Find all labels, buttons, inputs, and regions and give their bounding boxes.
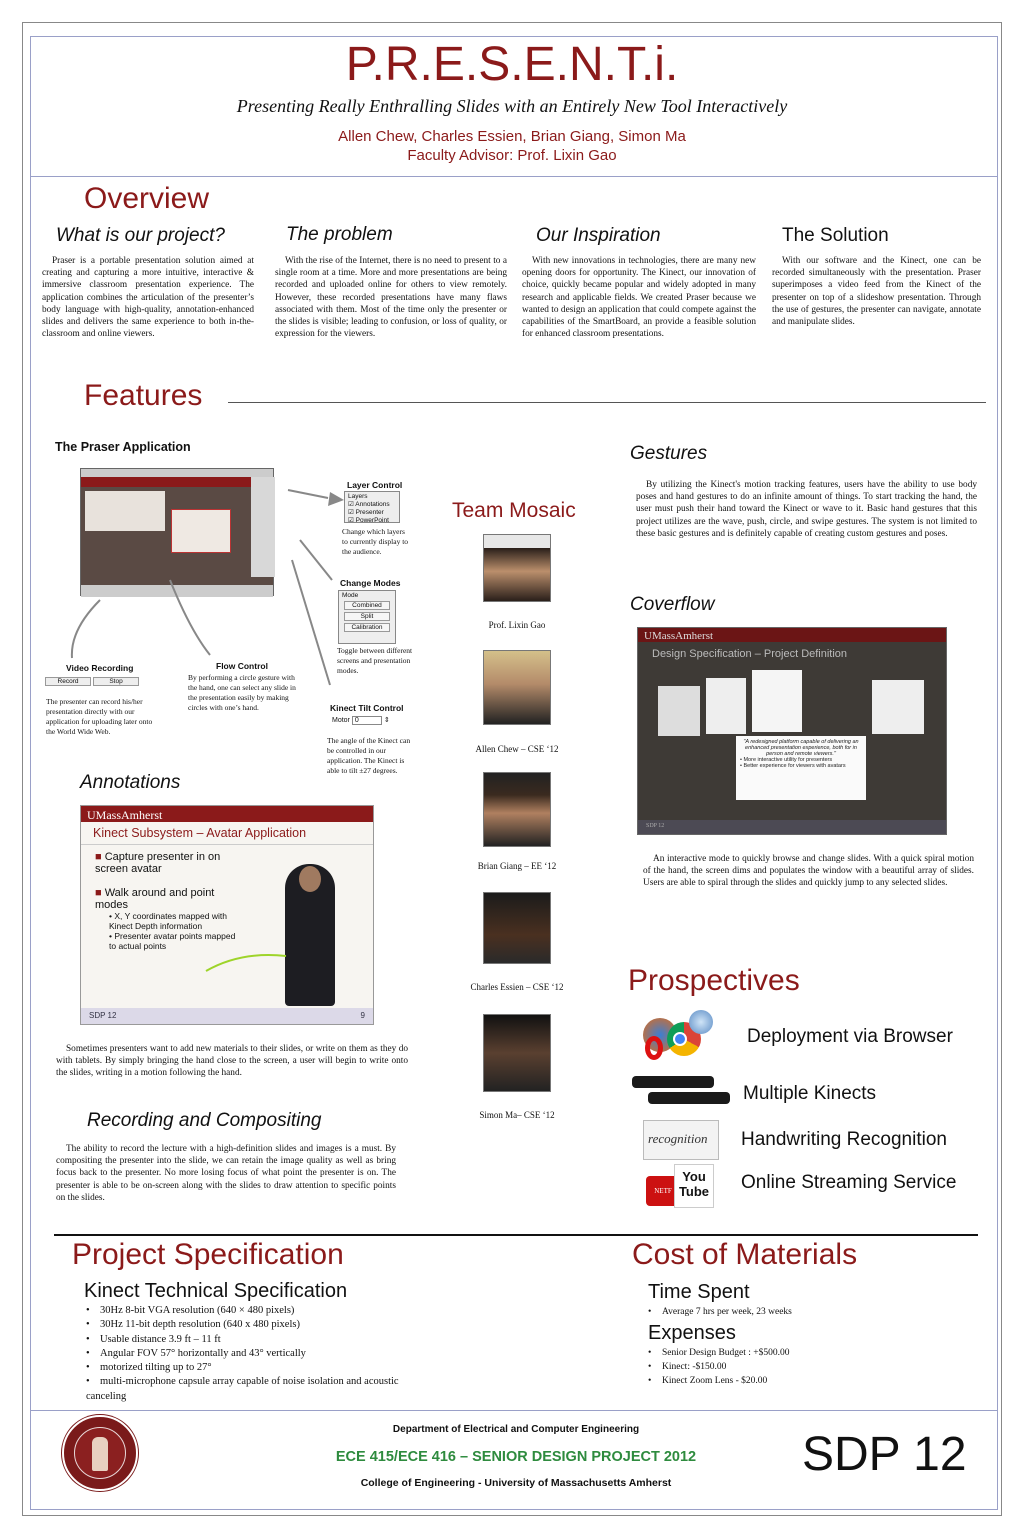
expense-item: • Kinect Zoom Lens - $20.00 (648, 1374, 948, 1388)
team-member-caption: Brian Giang – EE ‘12 (477, 861, 557, 871)
arrow-layer-control (288, 490, 328, 498)
overview-col2-text: With the rise of the Internet, there is no need to present to a single room at a time. More and more presentations are being recorded and uploaded online for others to view remotely. However, these recorded presentations have many flaws associated with them. Most of the time only the presenter or the slides is visible; leading to confusion, or loss of quality, or expression for the viewers. (275, 256, 507, 340)
coverflow-thumb (658, 686, 700, 736)
presenter-head (299, 866, 321, 892)
footer-dept: Department of Electrical and Computer Engineering (392, 1424, 640, 1435)
spec-subheading: Kinect Technical Specification (84, 1280, 348, 1302)
change-modes-title: Change Modes (340, 578, 401, 588)
features-heading: Features (84, 379, 203, 412)
arrow-video-recording (72, 600, 100, 658)
motor-control (332, 716, 390, 725)
coverflow-slide-footer: SDP 12 (638, 820, 946, 834)
opera-icon (645, 1036, 663, 1060)
coverflow-thumb (706, 678, 746, 734)
coverflow-slide-quote: "A redesigned platform capable of delivering an enhanced presentation experience, both for in person and remote viewers." (743, 739, 859, 757)
team-member-caption: Charles Essien – CSE ‘12 (470, 982, 564, 992)
overview-col4-text: With our software and the Kinect, one can be recorded simultaneously with the presentation. Praser superimposes a video feed from the Kinect of the presenter on top of a slideshow presentation. Through the use of gestures, the presenter can navigate, annotate and manipulate slides. (772, 256, 981, 328)
kinect-device-icon (648, 1092, 730, 1104)
umass-seal-logo (62, 1415, 138, 1491)
expenses-list (648, 1346, 948, 1388)
slide-bullet-text: Walk around and point modes (95, 887, 215, 911)
layer-option-label: Annotations (355, 501, 390, 508)
kinect-tilt-desc: The angle of the Kinect can be controlled in our application. The Kinect is able to tilt ±27 degrees. (327, 736, 411, 775)
poster-subtitle: Presenting Really Enthralling Slides with an Entirely New Tool Interactively (236, 96, 788, 116)
layer-control-desc: Change which layers to currently display to the audience. (342, 527, 409, 556)
team-member-caption: Prof. Lixin Gao (488, 620, 546, 630)
browser-logos-icon (641, 1008, 715, 1062)
handwriting-icon: recognition (643, 1120, 719, 1160)
slide-footer-label: SDP 12 (89, 1011, 117, 1020)
overview-col1-title: What is our project? (56, 225, 225, 246)
recording-title: Recording and Compositing (87, 1110, 322, 1131)
safari-icon (689, 1010, 713, 1034)
layer-option-annotations[interactable]: ☑ Annotations (348, 501, 390, 508)
spec-item: • 30Hz 11-bit depth resolution (640 x 480 pixels) (86, 1318, 416, 1332)
slide-subbullet-text: X, Y coordinates mapped with Kinect Depth information (109, 911, 227, 931)
motor-stepper-icon[interactable]: ⇕ (383, 717, 390, 724)
stop-button[interactable]: Stop (93, 677, 139, 686)
spec-item: • Angular FOV 57° horizontally and 43° vertically (86, 1347, 416, 1361)
annotations-slide (80, 805, 374, 1025)
advisor-line: Faculty Advisor: Prof. Lixin Gao (407, 147, 617, 164)
netflix-icon: NETF (646, 1176, 680, 1206)
poster-authors (0, 127, 1024, 165)
coverflow-slide-bullet: • Better experience for viewers with avatars (740, 763, 846, 769)
expense-item: • Kinect: -$150.00 (648, 1360, 948, 1374)
spec-item: • Usable distance 3.9 ft – 11 ft (86, 1333, 416, 1347)
slide-footer (81, 1008, 373, 1024)
kinect-device-icon (632, 1076, 714, 1088)
streaming-logos-icon (646, 1164, 716, 1214)
arrow-flow-control (170, 580, 210, 655)
footer-course: ECE 415/ECE 416 – SENIOR DESIGN PROJECT 2012 (335, 1449, 697, 1465)
mode-label: Mode (342, 592, 359, 599)
prospective-streaming: Online Streaming Service (741, 1172, 957, 1193)
change-modes-desc: Toggle between different screens and presentation modes. (337, 646, 413, 675)
spec-heading: Project Specification (72, 1238, 344, 1271)
expenses-title: Expenses (648, 1322, 736, 1344)
spec-list (86, 1304, 416, 1404)
overview-col3-text: With new innovations in technologies, there are many new opening doors for opportunity. The Kinect, our innovation of choice, quickly became popular and widely adopted in many research and applicable fields. We created Praser because we wanted to design an application that could compete against the capabilities of the SmartBoard, an provide a feasible solution for enhanced classroom presentations. (522, 256, 756, 340)
flow-control-desc: By performing a circle gesture with the hand, one can select any slide in the presentation easily by making circles with one’s hand. (188, 673, 296, 712)
poster-title: P.R.E.S.E.N.T.i. (345, 38, 679, 91)
slide-bullet-text: Capture presenter in on screen avatar (95, 851, 221, 875)
mode-split-button[interactable]: Split (344, 612, 390, 621)
time-spent-list (648, 1305, 948, 1319)
coverflow-slide-title: Design Specification – Project Definition (652, 648, 848, 660)
time-spent-item: • Average 7 hrs per week, 23 weeks (648, 1305, 948, 1319)
slide-body (81, 845, 251, 951)
layer-option-presenter[interactable]: ☑ Presenter (348, 509, 384, 516)
coverflow-slide-bullet-text: Better experience for viewers with avatars (743, 763, 846, 769)
photo-brian-giang (483, 772, 551, 847)
features-rule (228, 402, 986, 403)
slide-subbullet: • X, Y coordinates mapped with Kinect Depth information (109, 911, 227, 931)
overview-col4-title: The Solution (782, 225, 889, 246)
feature-arrows (60, 470, 360, 710)
annotation-ink (201, 946, 291, 976)
layer-option-powerpoint[interactable]: ☑ PowerPoint (348, 517, 389, 524)
chrome-center-icon (673, 1032, 687, 1046)
spec-item: • multi-microphone capsule array capable of noise isolation and acoustic canceling (86, 1375, 416, 1404)
header-divider (30, 176, 998, 177)
slide-bullet: ■ Capture presenter in on screen avatar (95, 851, 221, 875)
coverflow-center-slide[interactable] (736, 736, 866, 800)
layers-label: Layers (348, 493, 368, 500)
slide-title: Kinect Subsystem – Avatar Application (81, 822, 373, 845)
spec-divider (54, 1234, 978, 1236)
authors-line: Allen Chew, Charles Essien, Brian Giang, Simon Ma (338, 128, 686, 145)
arrow-kinect-tilt (292, 560, 330, 685)
team-member-caption: Allen Chew – CSE ‘12 (475, 744, 559, 754)
kinect-devices-icon (632, 1076, 722, 1110)
praser-app-title: The Praser Application (55, 440, 191, 454)
overview-col3-title: Our Inspiration (536, 225, 661, 246)
time-spent-title: Time Spent (648, 1281, 750, 1303)
ink-stroke (206, 955, 286, 971)
youtube-label: You Tube (678, 1169, 710, 1199)
photo-lixin-gao (483, 534, 551, 602)
slide-subbullet-text: Presenter avatar points mapped to actual points (109, 931, 236, 951)
kinect-tilt-title: Kinect Tilt Control (330, 703, 404, 713)
expense-item: • Senior Design Budget : +$500.00 (648, 1346, 948, 1360)
coverflow-text: An interactive mode to quickly browse and change slides. With a quick spiral motion of the hand, the screen dims and populates the window with a beautiful array of slides. Users are able to spiral through the slides and quickly jump to any selected slides. (643, 854, 974, 889)
footer-sdp: SDP 12 (802, 1428, 967, 1481)
spacer (95, 875, 241, 887)
motor-input[interactable]: 0 (352, 716, 382, 725)
seal-figure (92, 1437, 108, 1471)
mode-combined-button[interactable]: Combined (344, 601, 390, 610)
coverflow-screenshot (637, 627, 947, 835)
layer-option-label: Presenter (355, 509, 384, 516)
photo-allen-chew (483, 650, 551, 725)
mode-calibration-button[interactable]: Calibration (344, 623, 390, 632)
layer-control-title: Layer Control (347, 480, 403, 490)
spec-item: • motorized tilting up to 27° (86, 1361, 416, 1375)
prospectives-heading: Prospectives (628, 964, 800, 997)
annotations-text: Sometimes presenters want to add new materials to their slides, or write on them as they do with tablets. By simply bringing the hand close to the screen, a user will begin to write onto the slides, writing in a motion following the hand. (56, 1044, 408, 1079)
slide-subbullet: • Presenter avatar points mapped to actual points (109, 931, 236, 951)
slide-page-number: 9 (360, 1011, 365, 1020)
coverflow-slide-bullet-text: More interactive utility for presenters (743, 757, 833, 763)
coverflow-thumb (872, 680, 924, 734)
overview-heading: Overview (84, 182, 210, 215)
flow-control-title: Flow Control (216, 661, 268, 671)
layer-option-label: PowerPoint (355, 517, 389, 524)
gestures-title: Gestures (630, 443, 708, 464)
youtube-icon (674, 1164, 714, 1208)
prospective-handwriting: Handwriting Recognition (741, 1129, 947, 1150)
photo-simon-ma (483, 1014, 551, 1092)
coverflow-slide-bullet: • More interactive utility for presenters (740, 757, 833, 763)
cost-heading: Cost of Materials (632, 1238, 858, 1271)
prospective-browser: Deployment via Browser (747, 1026, 953, 1047)
slide-header: UMassAmherst (81, 806, 373, 822)
coverflow-thumb (752, 670, 802, 732)
team-member-caption: Simon Ma– CSE ‘12 (479, 1110, 555, 1120)
coverflow-slide-header: UMassAmherst (638, 628, 946, 642)
coverflow-title: Coverflow (630, 594, 715, 615)
spec-item: • 30Hz 8-bit VGA resolution (640 × 480 pixels) (86, 1304, 416, 1318)
overview-col1-text: Praser is a portable presentation solution aimed at creating and capturing a more intuitive, interactive & immersive classroom presentation experience. The application combines the articulation of the presenter’s body language with high-quality, annotation-enhanced slides and delivers the same experience to both in-the-classroom and online viewers. (42, 256, 254, 340)
annotations-title: Annotations (80, 772, 181, 793)
team-title: Team Mosaic (452, 499, 576, 522)
record-button[interactable]: Record (45, 677, 91, 686)
arrow-change-modes (300, 540, 332, 580)
photo-charles-essien (483, 892, 551, 964)
recording-text: The ability to record the lecture with a high-definition slides and images is a must. By compositing the presenter into the slide, we can retain the image quality as well as bring focus back to the presenter. No more losing focus of what point the presenter is on. The presenter is able to be on-screen along with the slides to draw attention to specific points on the slides. (56, 1144, 396, 1203)
slide-bullet: ■ Walk around and point modes (95, 887, 215, 911)
motor-label: Motor (332, 717, 350, 724)
video-recording-title: Video Recording (66, 663, 134, 673)
gestures-text: By utilizing the Kinect's motion tracking features, users have the ability to use body poses and hand gestures to do an infinite amount of things. To start tracking the hand, the user must push their hand toward the Kinect or wave to it. Basic hand gestures that this project utilizes are the wave, push, circle, and swipe gestures. The system is not limited to these basic gestures and is definitely capable of creating custom gestures and poses. (636, 480, 977, 539)
prospective-kinects: Multiple Kinects (743, 1083, 877, 1104)
video-recording-desc: The presenter can record his/her presentation directly with our application for uploading later onto the World Wide Web. (46, 697, 153, 736)
footer-divider (30, 1410, 998, 1411)
footer-college: College of Engineering - University of Massachusetts Amherst (360, 1477, 672, 1489)
arrow-head (328, 492, 344, 506)
overview-col2-title: The problem (286, 224, 393, 245)
